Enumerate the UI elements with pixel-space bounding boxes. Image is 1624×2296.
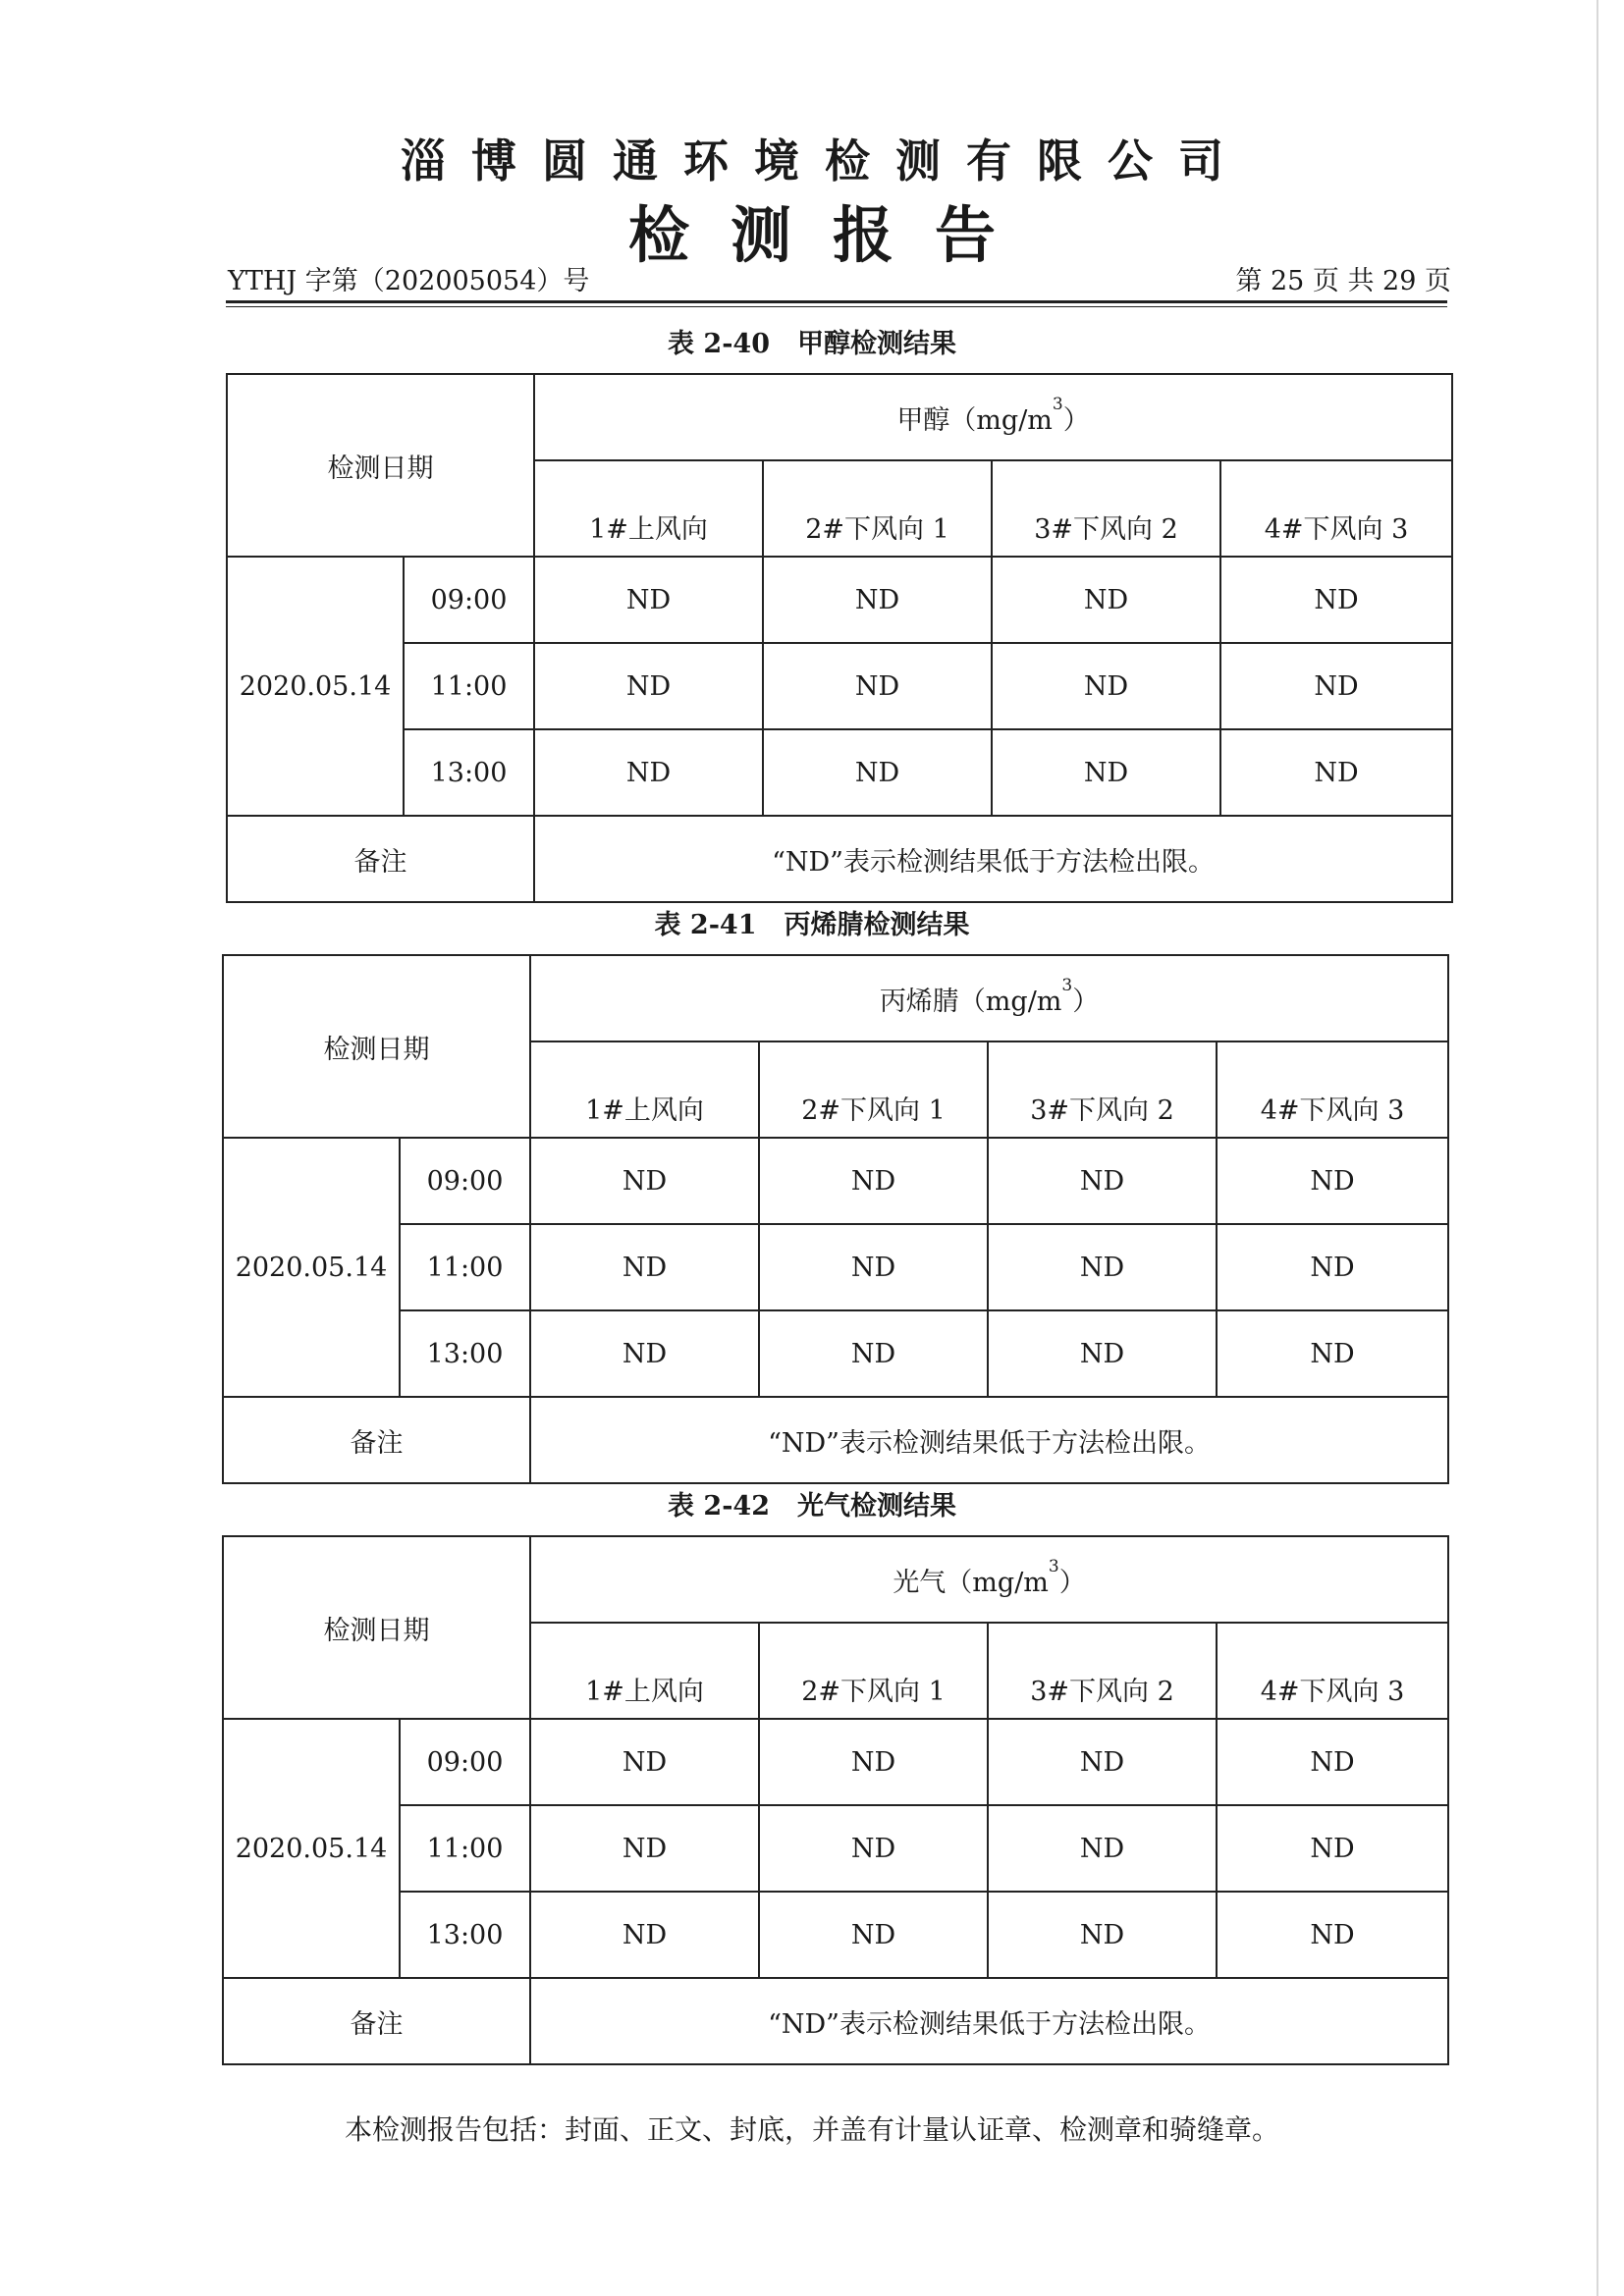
point-header: 1#上风向	[534, 460, 763, 557]
note-text: “ND”表示检测结果低于方法检出限。	[534, 816, 1452, 902]
date-header: 检测日期	[223, 955, 530, 1138]
table-caption	[0, 903, 1624, 941]
results-table-methanol	[226, 373, 1453, 903]
sample-time: 09:00	[400, 1719, 530, 1805]
results-table-phosgene	[222, 1535, 1449, 2065]
table-title: 丙烯腈检测结果	[784, 910, 970, 940]
note-text: “ND”表示检测结果低于方法检出限。	[530, 1397, 1448, 1483]
result-cell: ND	[530, 1224, 759, 1310]
parameter-header: 丙烯腈$(mg/m^3)$	[530, 955, 1448, 1041]
table-title: 光气检测结果	[796, 1491, 956, 1522]
sample-date: 2020.05.14	[227, 557, 404, 816]
sample-time: 11:00	[404, 643, 534, 729]
point-header: 3#下风向 2	[988, 1623, 1217, 1719]
result-cell: ND	[1217, 1805, 1448, 1892]
result-cell: ND	[530, 1310, 759, 1397]
sample-time: 13:00	[400, 1310, 530, 1397]
sample-time: 13:00	[400, 1892, 530, 1978]
point-header: 1#上风向	[530, 1041, 759, 1138]
sample-time: 09:00	[404, 557, 534, 643]
result-cell: ND	[992, 557, 1220, 643]
table-title: 甲醇检测结果	[796, 329, 956, 359]
date-header: 检测日期	[227, 374, 534, 557]
result-cell: ND	[1220, 557, 1452, 643]
point-header: 4#下风向 3	[1217, 1623, 1448, 1719]
result-cell: ND	[1220, 729, 1452, 816]
result-cell: ND	[988, 1310, 1217, 1397]
point-header: 2#下风向 1	[763, 460, 992, 557]
parameter-header: 甲醇$(mg/m^3)$	[534, 374, 1452, 460]
point-header: 1#上风向	[530, 1623, 759, 1719]
table-number: 表 2-40	[668, 329, 770, 359]
result-cell: ND	[530, 1719, 759, 1805]
result-cell: ND	[988, 1719, 1217, 1805]
result-cell: ND	[530, 1892, 759, 1978]
header-rule-thin	[226, 306, 1447, 307]
result-cell: ND	[1217, 1138, 1448, 1224]
table-number: 表 2-42	[668, 1491, 770, 1522]
result-cell: ND	[1217, 1892, 1448, 1978]
note-text: “ND”表示检测结果低于方法检出限。	[530, 1978, 1448, 2064]
header-rule-thick	[226, 300, 1447, 303]
result-cell: ND	[1217, 1310, 1448, 1397]
point-header: 2#下风向 1	[759, 1623, 988, 1719]
result-cell: ND	[530, 1138, 759, 1224]
result-cell: ND	[759, 1310, 988, 1397]
sample-time: 13:00	[404, 729, 534, 816]
report-number: YTHJ 字第（202005054）号	[228, 266, 590, 296]
table-caption	[0, 1484, 1624, 1522]
sample-time: 11:00	[400, 1224, 530, 1310]
report-footer-note: 本检测报告包括：封面、正文、封底，并盖有计量认证章、检测章和骑缝章。	[344, 2113, 1279, 2146]
point-header: 3#下风向 2	[992, 460, 1220, 557]
sample-date: 2020.05.14	[223, 1719, 400, 1978]
result-cell: ND	[759, 1892, 988, 1978]
table-number: 表 2-41	[654, 910, 757, 940]
note-label: 备注	[227, 816, 534, 902]
result-cell: ND	[759, 1224, 988, 1310]
company-name: 淄博圆通环境检测有限公司	[401, 134, 1249, 187]
date-header: 检测日期	[223, 1536, 530, 1719]
result-cell: ND	[988, 1138, 1217, 1224]
result-cell: ND	[988, 1805, 1217, 1892]
point-header: 3#下风向 2	[988, 1041, 1217, 1138]
report-title: 检测报告	[627, 199, 1037, 271]
point-header: 2#下风向 1	[759, 1041, 988, 1138]
sample-time: 09:00	[400, 1138, 530, 1224]
result-cell: ND	[992, 643, 1220, 729]
note-label: 备注	[223, 1397, 530, 1483]
result-cell: ND	[534, 557, 763, 643]
result-cell: ND	[763, 643, 992, 729]
point-header: 4#下风向 3	[1217, 1041, 1448, 1138]
parameter-header: 光气$(mg/m^3)$	[530, 1536, 1448, 1623]
result-cell: ND	[759, 1805, 988, 1892]
result-cell: ND	[1220, 643, 1452, 729]
result-cell: ND	[988, 1892, 1217, 1978]
table-caption	[0, 322, 1624, 360]
point-header: 4#下风向 3	[1220, 460, 1452, 557]
sample-time: 11:00	[400, 1805, 530, 1892]
result-cell: ND	[763, 557, 992, 643]
result-cell: ND	[534, 643, 763, 729]
result-cell: ND	[763, 729, 992, 816]
result-cell: ND	[759, 1138, 988, 1224]
result-cell: ND	[992, 729, 1220, 816]
result-cell: ND	[534, 729, 763, 816]
results-table-acrylonitrile	[222, 954, 1449, 1484]
sample-date: 2020.05.14	[223, 1138, 400, 1397]
result-cell: ND	[988, 1224, 1217, 1310]
note-label: 备注	[223, 1978, 530, 2064]
result-cell: ND	[1217, 1224, 1448, 1310]
result-cell: ND	[759, 1719, 988, 1805]
page-indicator: 第 25 页 共 29 页	[1235, 266, 1451, 296]
result-cell: ND	[530, 1805, 759, 1892]
result-cell: ND	[1217, 1719, 1448, 1805]
